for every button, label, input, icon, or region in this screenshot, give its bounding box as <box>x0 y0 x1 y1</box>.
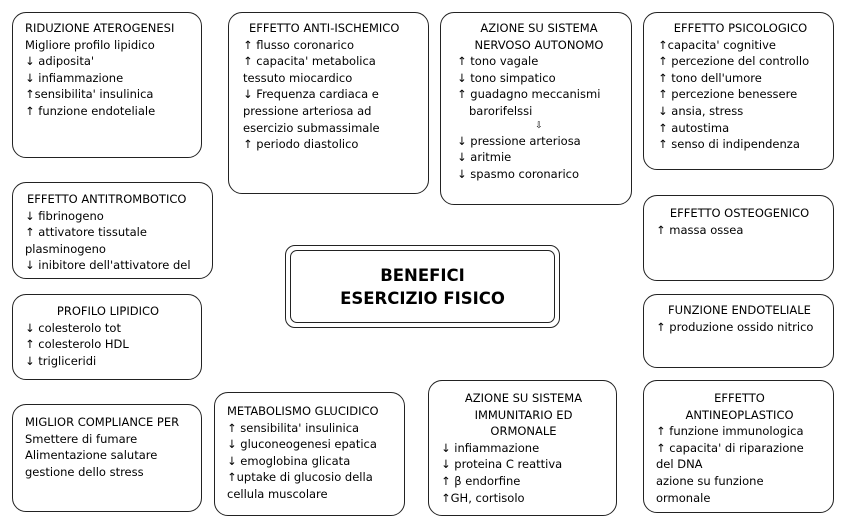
box-effetto-antitrombotico <box>12 182 213 279</box>
box-title: NERVOSO AUTONOMO <box>474 37 604 52</box>
box-line: ↑ β endorfine <box>441 473 521 488</box>
box-title: RIDUZIONE ATEROGENESI <box>25 21 175 35</box>
box-title: EFFETTO ANTI-ISCHEMICO <box>249 21 400 35</box>
box-title: EFFETTO <box>714 391 765 405</box>
box-line: cellula muscolare <box>227 486 328 501</box>
box-line: ↓ emoglobina glicata <box>227 453 351 468</box>
box-title: AZIONE SU SISTEMA <box>464 391 583 405</box>
box-line: del DNA <box>656 457 703 472</box>
box-line: azione su funzione <box>656 473 764 488</box>
box-line: ↑ autostima <box>658 120 730 135</box>
center-title-box <box>285 245 560 328</box>
box-line: tessuto miocardico <box>243 70 353 85</box>
box-title: ANTINEOPLASTICO <box>685 407 794 422</box>
box-line: ↑ percezione benessere <box>658 87 798 102</box>
box-line: ↑ produzione ossido nitrico <box>656 319 814 334</box>
box-line: ↑ tono vagale <box>457 54 539 69</box>
box-line: Smettere di fumare <box>25 431 138 446</box>
box-line: ↑ guadagno meccanismi <box>457 87 601 102</box>
box-line: ↑ funzione endoteliale <box>25 103 156 118</box>
box-line: ↑ massa ossea <box>656 222 744 237</box>
box-line: ↑uptake di glucosio della <box>227 470 373 485</box>
box-line: ↑ flusso coronarico <box>243 37 354 52</box>
box-effetto-osteogenico <box>643 195 834 281</box>
box-title: EFFETTO ANTITROMBOTICO <box>27 192 187 206</box>
box-line: ↑ tono dell'umore <box>658 70 762 85</box>
box-line: gestione dello stress <box>25 464 144 479</box>
box-effetto-anti-ischemico <box>228 12 429 194</box>
box-title: MIGLIOR COMPLIANCE PER <box>25 415 180 429</box>
box-title: EFFETTO PSICOLOGICO <box>673 21 808 35</box>
center-title-frame <box>290 250 555 323</box>
box-line: Migliore profilo lipidico <box>25 37 155 52</box>
box-line: ↓ adiposita' <box>25 54 95 69</box>
box-line: ↓ trigliceridi <box>25 353 97 368</box>
box-title: EFFETTO OSTEOGENICO <box>669 206 810 220</box>
box-line: ↑GH, cortisolo <box>441 490 525 505</box>
box-title: METABOLISMO GLUCIDICO <box>227 404 379 418</box>
box-line: ↓ ansia, stress <box>658 103 744 118</box>
box-line: ↓ proteina C reattiva <box>441 457 563 472</box>
box-line: ↓ gluconeogenesi epatica <box>227 437 377 452</box>
box-line: ↓ inibitore dell'attivatore del <box>25 258 191 273</box>
box-title: AZIONE SU SISTEMA <box>480 21 598 35</box>
box-title: PROFILO LIPIDICO <box>56 304 160 318</box>
box-line: ↑sensibilita' insulinica <box>25 87 154 102</box>
box-line: ormonale <box>656 490 711 505</box>
box-line: ↑capacita' cognitive <box>658 37 776 52</box>
box-effetto-antineoplastico <box>643 380 834 513</box>
box-line: ↓ infiammazione <box>25 70 124 85</box>
center-title-line1: BENEFICI <box>380 265 465 285</box>
box-line: plasminogeno <box>25 241 106 256</box>
box-line: ↓ tono simpatico <box>457 70 556 85</box>
box-effetto-psicologico <box>643 12 834 170</box>
box-riduzione-aterogenesi <box>12 12 202 158</box>
box-line: ↓ spasmo coronarico <box>457 166 580 181</box>
box-line: ↑ capacita' di riparazione <box>656 440 804 455</box>
box-line: ↑ periodo diastolico <box>243 137 359 152</box>
box-title: FUNZIONE ENDOTELIALE <box>668 303 811 317</box>
down-arrow-icon: ⇩ <box>535 120 543 131</box>
box-line: barorifelssi <box>469 103 533 118</box>
box-line: pressione arteriosa ad <box>243 103 372 118</box>
box-line: ↑ percezione del controllo <box>658 54 810 69</box>
box-line: ↑ attivatore tissutale <box>25 225 147 240</box>
box-line: ↓ Frequenza cardiaca e <box>243 87 379 102</box>
box-line: ↓ pressione arteriosa <box>457 133 581 148</box>
box-line: ↑ capacita' metabolica <box>243 54 376 69</box>
box-compliance <box>12 404 202 512</box>
box-line: ↑ colesterolo HDL <box>25 337 129 352</box>
box-line: ↓ infiammazione <box>441 440 540 455</box>
box-line: ↑ funzione immunologica <box>656 424 804 439</box>
box-line: ↑ sensibilita' insulinica <box>227 420 360 435</box>
box-title: IMMUNITARIO ED <box>474 407 573 422</box>
box-profilo-lipidico <box>12 294 202 380</box>
box-sistema-nervoso-autonomo <box>440 12 632 205</box>
box-line: Alimentazione salutare <box>25 448 158 463</box>
box-line: ↓ fibrinogeno <box>25 208 104 223</box>
box-line: esercizio submassimale <box>243 120 380 135</box>
box-line: ↑ senso di indipendenza <box>658 137 800 152</box>
box-line: ↓ colesterolo tot <box>25 320 121 335</box>
box-sistema-immunitario <box>428 380 617 516</box>
box-line: ↓ aritmie <box>457 150 512 165</box>
center-title-line2: ESERCIZIO FISICO <box>340 288 505 308</box>
box-funzione-endoteliale <box>643 294 834 368</box>
box-title: ORMONALE <box>490 424 557 439</box>
box-metabolismo-glucidico <box>214 392 405 516</box>
